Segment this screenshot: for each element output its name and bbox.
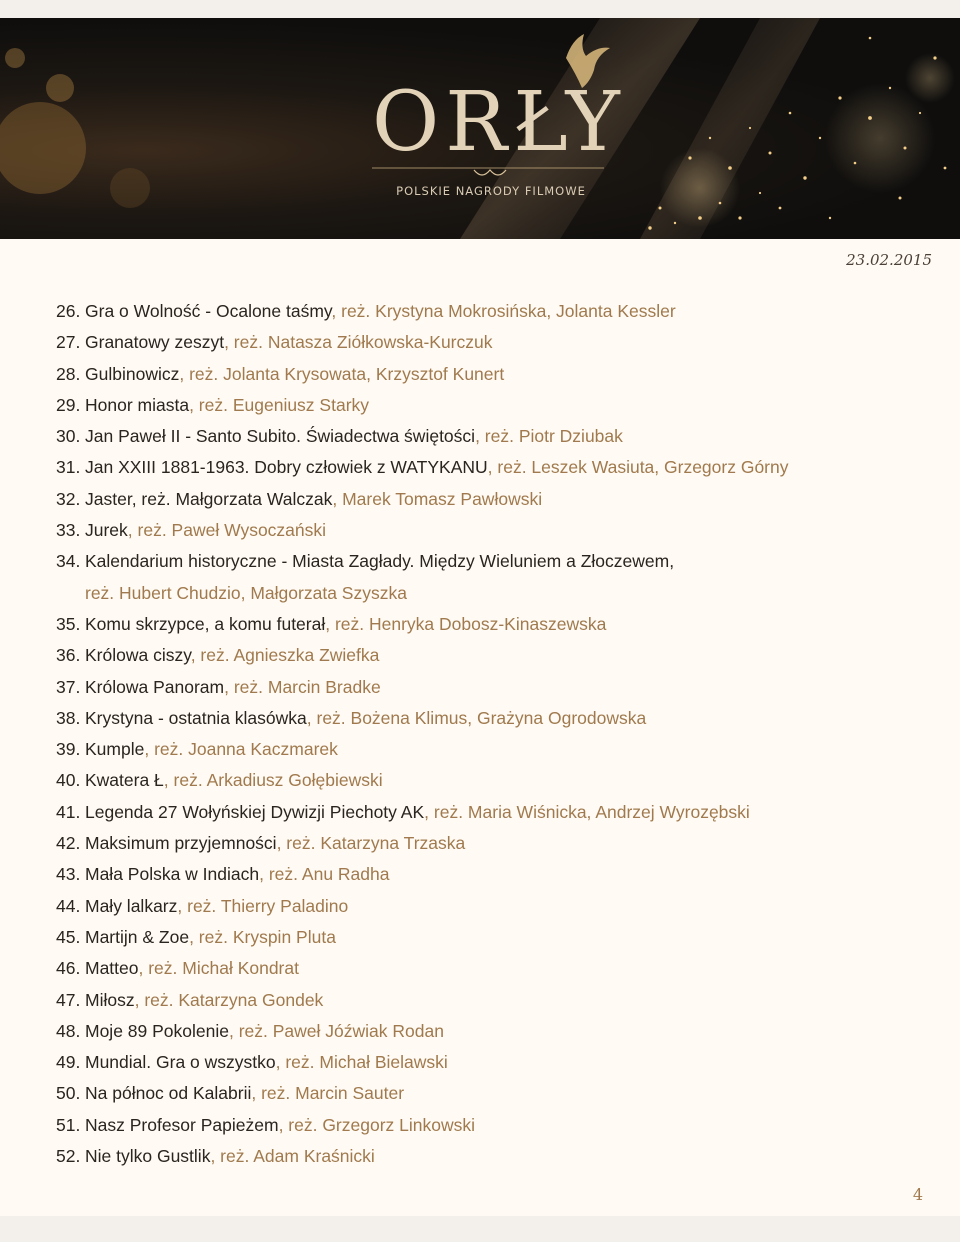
film-directors: , reż. Henryka Dobosz-Kinaszewska bbox=[325, 613, 607, 634]
film-directors: , reż. Krystyna Mokrosińska, Jolanta Kessler bbox=[331, 301, 676, 321]
film-number: 28. bbox=[56, 363, 81, 384]
film-list-item bbox=[56, 734, 936, 765]
film-number: 51. bbox=[56, 1114, 81, 1135]
film-number: 29. bbox=[56, 394, 81, 415]
film-title: Maksimum przyjemności bbox=[85, 833, 277, 854]
film-list-item bbox=[56, 891, 936, 922]
film-list-item bbox=[56, 452, 936, 483]
film-directors: , reż. Grzegorz Linkowski bbox=[278, 1114, 476, 1135]
film-title: Jan Paweł II - Santo Subito. Świadectwa świętości bbox=[85, 426, 476, 447]
film-number: 35. bbox=[56, 613, 81, 634]
film-title: Moje 89 Pokolenie bbox=[85, 1020, 229, 1041]
film-directors: , reż. Agnieszka Zwiefka bbox=[190, 645, 380, 666]
film-number: 52. bbox=[56, 1146, 81, 1167]
film-number: 27. bbox=[56, 332, 81, 353]
film-title: Mała Polska w Indiach bbox=[85, 864, 260, 885]
film-list-item bbox=[56, 484, 936, 515]
film-directors: reż. Hubert Chudzio, Małgorzata Szyszka bbox=[85, 582, 407, 603]
film-title: Kumple bbox=[85, 739, 145, 760]
film-directors: , reż. Katarzyna Gondek bbox=[134, 989, 324, 1010]
film-number: 38. bbox=[56, 707, 81, 728]
film-directors: , Marek Tomasz Pawłowski bbox=[332, 488, 543, 509]
film-list-item bbox=[56, 922, 936, 953]
film-directors: , reż. Maria Wiśnicka, Andrzej Wyrozębski bbox=[424, 801, 750, 822]
film-title: Królowa Panoram bbox=[85, 676, 225, 697]
film-list-item bbox=[56, 421, 936, 452]
film-directors: , reż. Leszek Wasiuta, Grzegorz Górny bbox=[487, 457, 789, 478]
film-directors: , reż. Paweł Jóźwiak Rodan bbox=[228, 1020, 444, 1041]
film-directors: , reż. Kryspin Pluta bbox=[189, 926, 336, 947]
film-list-item bbox=[56, 672, 936, 703]
film-directors: , reż. Michał Kondrat bbox=[138, 958, 299, 979]
film-list-item bbox=[56, 985, 936, 1016]
film-directors: , reż. Michał Bielawski bbox=[275, 1052, 448, 1073]
film-title: Na północ od Kalabrii bbox=[85, 1083, 252, 1104]
film-number: 48. bbox=[56, 1020, 81, 1041]
film-list-item bbox=[56, 1016, 936, 1047]
orly-logo: ORŁY bbox=[372, 75, 626, 170]
film-list-item bbox=[56, 1047, 936, 1078]
film-directors: , reż. Paweł Wysoczański bbox=[127, 520, 327, 541]
film-title: Krystyna - ostatnia klasówka bbox=[85, 707, 307, 728]
film-title: Królowa ciszy bbox=[85, 645, 191, 666]
film-list-item bbox=[56, 609, 936, 640]
film-directors: , reż. Piotr Dziubak bbox=[475, 426, 623, 447]
film-number: 30. bbox=[56, 426, 81, 447]
film-number: 37. bbox=[56, 676, 81, 697]
film-number: 26. bbox=[56, 301, 81, 321]
film-title: Gra o Wolność - Ocalone taśmy bbox=[85, 301, 332, 321]
film-directors: , reż. Marcin Bradke bbox=[224, 676, 381, 697]
film-title: Nie tylko Gustlik bbox=[85, 1146, 211, 1167]
film-number: 41. bbox=[56, 801, 81, 822]
film-number: 45. bbox=[56, 926, 81, 947]
film-number: 47. bbox=[56, 989, 81, 1010]
film-list-item bbox=[56, 765, 936, 796]
document-page bbox=[0, 18, 960, 1216]
film-number: 39. bbox=[56, 739, 81, 760]
film-list-item bbox=[56, 859, 936, 890]
film-title: Martijn & Zoe bbox=[85, 926, 190, 947]
film-directors: , reż. Katarzyna Trzaska bbox=[276, 833, 466, 854]
film-list-item bbox=[56, 953, 936, 984]
film-list-item bbox=[56, 359, 936, 390]
film-title: Jurek bbox=[85, 520, 128, 541]
film-title: Kalendarium historyczne - Miasta Zagłady. Między Wieluniem a Złoczewem, bbox=[85, 551, 675, 572]
film-title: Matteo bbox=[85, 958, 139, 979]
film-directors: , reż. Natasza Ziółkowska-Kurczuk bbox=[224, 332, 493, 353]
document-date: 23.02.2015 bbox=[846, 251, 932, 269]
film-number: 34. bbox=[56, 551, 81, 572]
film-list-item bbox=[56, 797, 936, 828]
film-number: 42. bbox=[56, 833, 81, 854]
film-number: 44. bbox=[56, 895, 81, 916]
film-list-item bbox=[56, 703, 936, 734]
film-number: 31. bbox=[56, 457, 81, 478]
film-number: 33. bbox=[56, 520, 81, 541]
film-number: 36. bbox=[56, 645, 81, 666]
film-list-item bbox=[56, 515, 936, 546]
film-list-item bbox=[56, 828, 936, 859]
film-directors: , reż. Eugeniusz Starky bbox=[189, 394, 370, 415]
film-list-item bbox=[56, 640, 936, 671]
film-title: Granatowy zeszyt bbox=[85, 332, 225, 353]
film-directors: , reż. Marcin Sauter bbox=[251, 1083, 405, 1104]
page-number: 4 bbox=[912, 1185, 923, 1204]
film-title: Honor miasta bbox=[85, 394, 190, 415]
film-title: Kwatera Ł bbox=[85, 770, 164, 791]
film-title: Komu skrzypce, a komu futerał bbox=[85, 613, 326, 634]
film-directors: , reż. Arkadiusz Gołębiewski bbox=[163, 770, 383, 791]
film-title: Legenda 27 Wołyńskiej Dywizji Piechoty AK bbox=[85, 801, 425, 822]
film-directors: , reż. Thierry Paladino bbox=[177, 895, 349, 916]
film-directors: , reż. Anu Radha bbox=[259, 864, 390, 885]
film-directors: , reż. Jolanta Krysowata, Krzysztof Kunert bbox=[179, 363, 505, 384]
film-list bbox=[56, 296, 936, 1172]
film-number: 40. bbox=[56, 770, 81, 791]
film-title: Mundial. Gra o wszystko bbox=[85, 1052, 276, 1073]
film-number: 49. bbox=[56, 1052, 81, 1073]
film-list-item bbox=[56, 546, 936, 609]
film-number: 32. bbox=[56, 488, 81, 509]
film-directors: , reż. Bożena Klimus, Grażyna Ogrodowska bbox=[306, 707, 647, 728]
film-directors: , reż. Adam Kraśnicki bbox=[210, 1146, 375, 1167]
film-title: Jan XXIII 1881-1963. Dobry człowiek z WATYKANU bbox=[85, 457, 488, 478]
film-list-item bbox=[56, 1141, 936, 1172]
header-banner bbox=[0, 18, 960, 239]
film-title: Jaster, reż. Małgorzata Walczak bbox=[85, 488, 333, 509]
film-number: 43. bbox=[56, 864, 81, 885]
film-list-item bbox=[56, 327, 936, 358]
film-list-item bbox=[56, 296, 936, 327]
film-list-item bbox=[56, 390, 936, 421]
film-list-item bbox=[56, 1078, 936, 1109]
banner-subtitle: POLSKIE NAGRODY FILMOWE bbox=[396, 184, 586, 198]
film-title: Nasz Profesor Papieżem bbox=[85, 1114, 279, 1135]
film-title: Gulbinowicz bbox=[85, 363, 180, 384]
film-number: 46. bbox=[56, 958, 81, 979]
film-list-item bbox=[56, 1110, 936, 1141]
film-number: 50. bbox=[56, 1083, 81, 1104]
film-directors: , reż. Joanna Kaczmarek bbox=[144, 739, 338, 760]
film-title: Mały lalkarz bbox=[85, 895, 178, 916]
film-title: Miłosz bbox=[85, 989, 135, 1010]
